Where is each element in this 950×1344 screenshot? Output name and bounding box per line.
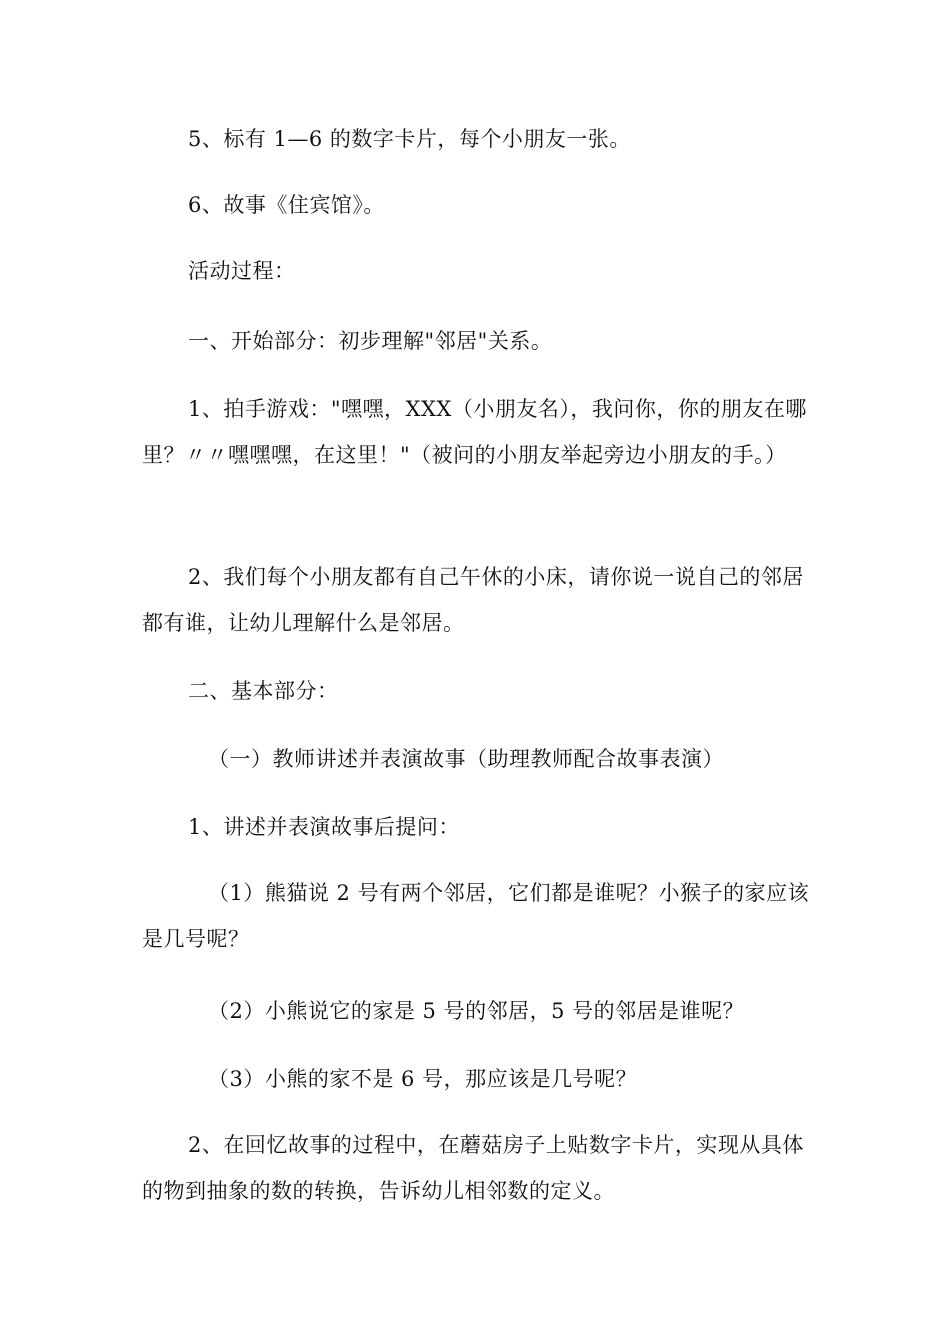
heading-part-one: 一、开始部分：初步理解"邻居"关系。 [188, 329, 553, 353]
heading-story-performance: （一）教师讲述并表演故事（助理教师配合故事表演） [208, 747, 724, 771]
paragraph-clapping-game: 1、拍手游戏："嘿嘿，XXX（小朋友名），我问你，你的朋友在哪里？〃〃嘿嘿嘿，在这里！"（被问的小朋友举起旁边小朋友的手。） [142, 397, 807, 467]
heading-part-two: 二、基本部分： [188, 679, 339, 703]
paragraph-materials-cards: 5、标有 1—6 的数字卡片，每个小朋友一张。 [188, 127, 631, 151]
paragraph-question-3: （3）小熊的家不是 6 号，那应该是几号呢？ [208, 1067, 638, 1091]
paragraph-question-2: （2）小熊说它的家是 5 号的邻居，5 号的邻居是谁呢？ [208, 999, 745, 1023]
paragraph-nap-beds: 2、我们每个小朋友都有自己午休的小床，请你说一说自己的邻居都有谁，让幼儿理解什么是邻居。 [142, 565, 804, 635]
paragraph-questions-intro: 1、讲述并表演故事后提问： [188, 815, 460, 839]
paragraph-question-1: （1）熊猫说 2 号有两个邻居，它们都是谁呢？小猴子的家应该是几号呢？ [142, 881, 810, 951]
paragraph-number-cards: 2、在回忆故事的过程中，在蘑菇房子上贴数字卡片，实现从具体的物到抽象的数的转换，告诉幼儿相邻数的定义。 [142, 1133, 804, 1203]
heading-activity-process: 活动过程： [188, 259, 296, 283]
paragraph-materials-story: 6、故事《住宾馆》。 [188, 193, 385, 217]
